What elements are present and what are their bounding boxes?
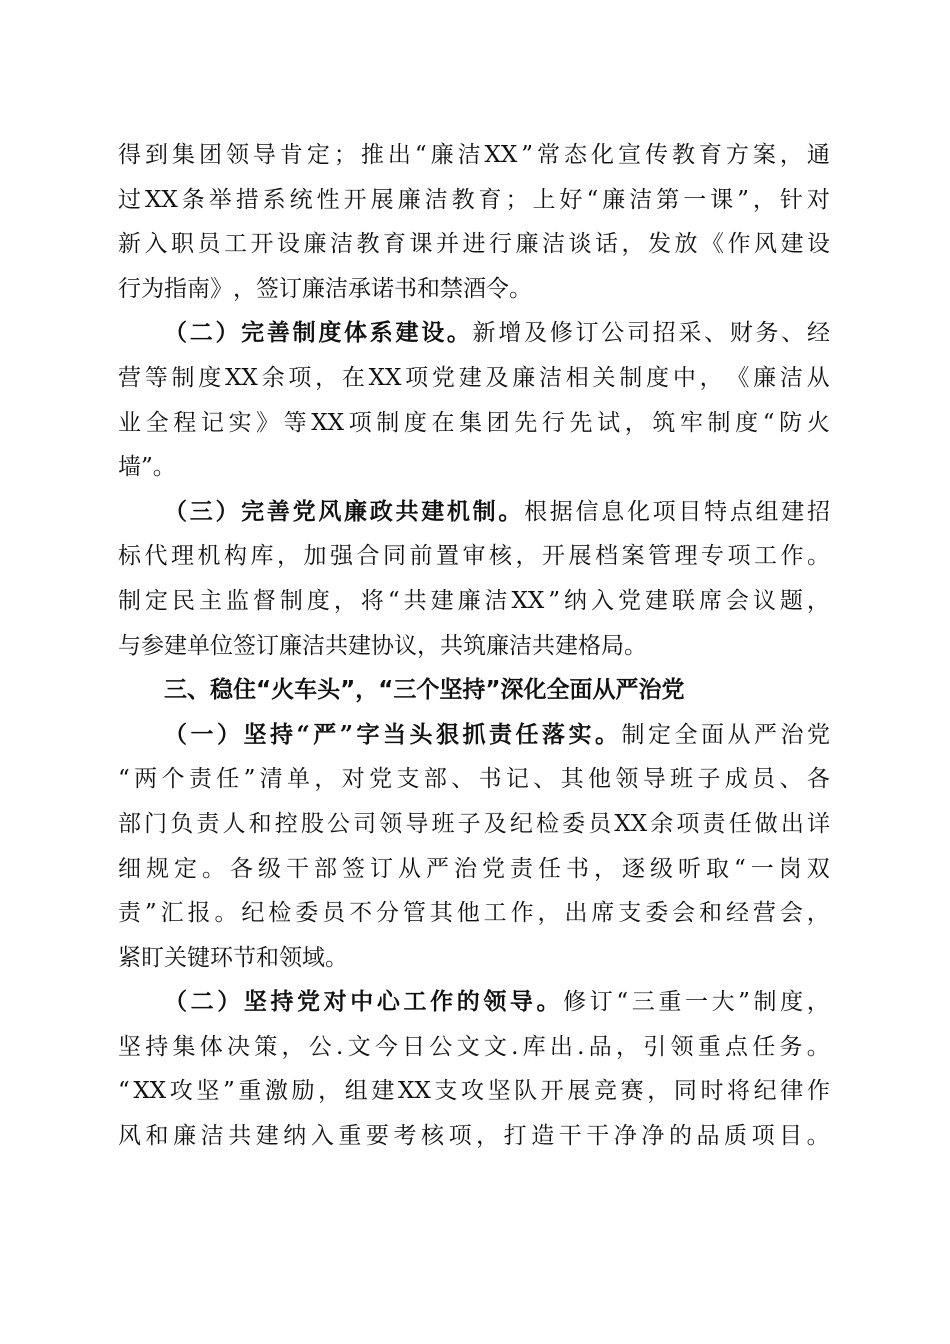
paragraph-line: 墙 ” 。 bbox=[118, 454, 176, 481]
section-heading: 三、稳住“火车头”，“三个坚持”深化全面从严治党 bbox=[164, 677, 685, 704]
paragraph-line: 标 代 理 机 构 库 ， 加 强 合 同 前 置 审 核 ， 开 展 档 案 管 理 专 项 工 作 。 bbox=[118, 543, 830, 570]
paragraph-line: 细 规 定 。 各 级 干 部 签 订 从 严 治 党 责 任 书 ， 逐 级 听 取 “ 一 岗 双 bbox=[118, 855, 830, 882]
paragraph-line: 业 全 程 记 实 》 等 XX 项 制 度 在 集 团 先 行 先 试 ， 筑 牢 制 度 “ 防 火 bbox=[118, 409, 830, 436]
paragraph-line: （ 一 ） 坚 持 “ 严 ” 字 当 头 狠 抓 责 任 落 实 。 制 定 全 面 从 严 治 党 bbox=[164, 720, 830, 748]
paragraph-line: 制 定 民 主 监 督 制 度 ， 将 “ 共 建 廉 洁 XX ” 纳 入 党 建 联 席 会 议 题 ， bbox=[118, 587, 830, 614]
paragraph-line: “ 两 个 责 任 ” 清 单 ， 对 党 支 部 、 书 记 、 其 他 领 导 班 子 成 员 、 各 bbox=[118, 766, 830, 793]
paragraph-line: “ XX 攻 坚 ” 重 激 励 ， 组 建 XX 支 攻 坚 队 开 展 竞 赛 ， 同 时 将 纪 律 作 bbox=[118, 1078, 830, 1105]
paragraph-line: （ 三 ） 完 善 党 风 廉 政 共 建 机 制 。 根 据 信 息 化 项 目 特 点 组 建 招 bbox=[164, 497, 830, 525]
paragraph-line: 部 门 负 责 人 和 控 股 公 司 领 导 班 子 及 纪 检 委 员 XX 余 项 责 任 做 出 详 bbox=[118, 810, 830, 837]
paragraph-line: 得 到 集 团 领 导 肯 定 ； 推 出 “ 廉 洁 XX ” 常 态 化 宣 传 教 育 方 案 ， 通 bbox=[118, 142, 830, 168]
paragraph-line: 营 等 制 度 XX 余 项 ， 在 XX 项 党 建 及 廉 洁 相 关 制 度 中 ， 《 廉 洁 从 bbox=[118, 364, 830, 391]
paragraph-line: 新 入 职 员 工 开 设 廉 洁 教 育 课 并 进 行 廉 洁 谈 话 ， 发 放 《 作 风 建 设 bbox=[118, 231, 830, 258]
paragraph-line: 风 和 廉 洁 共 建 纳 入 重 要 考 核 项 ， 打 造 干 干 净 净 的 品 质 项 目 。 bbox=[118, 1123, 830, 1150]
document-page bbox=[118, 133, 830, 1159]
paragraph-line: 与 参 建 单 位 签 订 廉 洁 共 建 协 议 ， 共 筑 廉 洁 共 建 格 局 。 bbox=[118, 632, 647, 659]
paragraph-line: 行 为 指 南 》 ， 签 订 廉 洁 承 诺 书 和 禁 酒 令 。 bbox=[118, 275, 532, 302]
paragraph-line: 责 ” 汇 报 。 纪 检 委 员 不 分 管 其 他 工 作 ， 出 席 支 委 会 和 经 营 会 ， bbox=[118, 900, 830, 927]
paragraph-line: （ 二 ） 坚 持 党 对 中 心 工 作 的 领 导 。 修 订 “ 三 重 一 大 ” 制 度 ， bbox=[164, 988, 830, 1016]
paragraph-line: 过 XX 条 举 措 系 统 性 开 展 廉 洁 教 育 ； 上 好 “ 廉 洁 第 一 课 ” ， 针 对 bbox=[118, 186, 830, 213]
paragraph-line: 坚 持 集 体 决 策 ， 公 . 文 今 日 公 文 文 . 库 出 . 品 ， 引 领 重 点 任 务 。 bbox=[118, 1033, 830, 1060]
paragraph-line: （ 二 ） 完 善 制 度 体 系 建 设 。 新 增 及 修 订 公 司 招 采 、 财 务 、 经 bbox=[164, 319, 830, 347]
paragraph-line: 紧 盯 关 键 环 节 和 领 域 。 bbox=[118, 944, 348, 971]
